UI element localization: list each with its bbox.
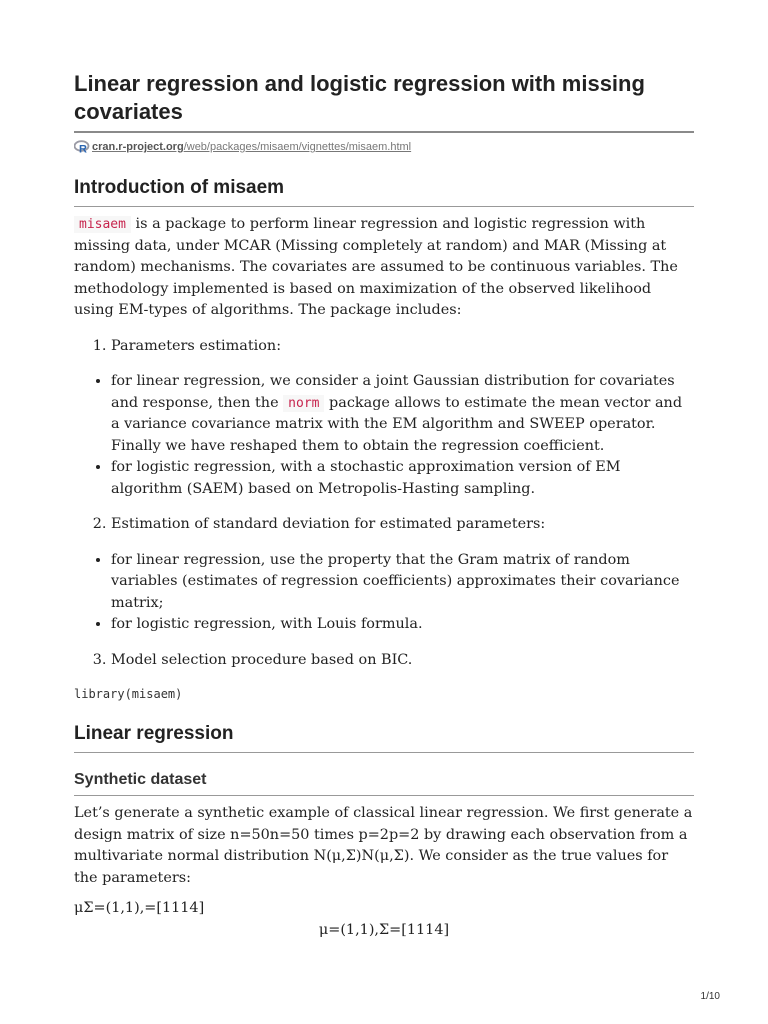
misaem-code: misaem — [74, 216, 131, 233]
feature-list-1 — [74, 336, 694, 358]
norm-code: norm — [283, 395, 324, 412]
bullet-list-2 — [74, 550, 694, 636]
bullet-logistic-estimation: • for logistic regression, with a stochastic approximation version of EM algorithm (SAEM) based on Metropolis-Hasting sampling. — [111, 457, 694, 500]
list-item-parameters: 1. Parameters estimation: — [111, 336, 694, 358]
feature-list-3 — [74, 650, 694, 672]
document-page — [74, 70, 694, 941]
bullet-list-1 — [74, 371, 694, 500]
source-path: /web/packages/misaem/vignettes/misaem.html — [183, 141, 412, 153]
synthetic-paragraph: Let’s generate a synthetic example of classical linear regression. We first generate a design matrix of size n=50n=50 times p=2p=2 by drawing each observation from a multivariate normal distribution N(μ,Σ)N(μ,Σ). We consider as the true values for the parameters: — [74, 805, 693, 886]
source-domain: cran.r-project.org — [92, 141, 184, 153]
title-divider — [74, 131, 694, 133]
bullet-logistic-std: • for logistic regression, with Louis formula. — [111, 614, 694, 636]
intro-paragraph — [74, 214, 694, 322]
intro-text: is a package to perform linear regression and logistic regression with missing data, under MCAR (Missing completely at random) and MAR (Missing at random) mechanisms. The covariates are assumed to be continuous variables. The methodology implemented is based on maximization of the observed likelihood using EM-types of algorithms. The package includes: — [74, 216, 678, 318]
page-number: 1/10 — [700, 991, 720, 1002]
list-item-std: 2. Estimation of standard deviation for estimated parameters: — [111, 514, 694, 536]
page-title: Linear regression and logistic regression with missing covariates — [74, 71, 645, 124]
bullet-text: for linear regression, we consider a joint Gaussian distribution for covariates and response, then the — [111, 373, 675, 411]
linear-heading: Linear regression — [74, 723, 694, 753]
bullet-text: package allows to estimate the mean vector and a variance covariance matrix with the EM algorithm and SWEEP operator. Finally we have reshaped them to obtain the regression coefficient. — [111, 394, 683, 454]
r-logo-letter: R — [79, 143, 87, 154]
formula-inline: μΣ=(1,1),=[1114] — [74, 900, 205, 916]
bullet-linear-estimation — [111, 371, 694, 457]
formula-display: μ=(1,1),Σ=[1114] — [318, 921, 450, 938]
intro-heading: Introduction of misaem — [74, 177, 694, 207]
code-block: library(misaem) — [74, 687, 183, 701]
list-item-model-selection: 3. Model selection procedure based on BIC. — [111, 650, 694, 672]
feature-list-2 — [74, 514, 694, 536]
synthetic-subheading: Synthetic dataset — [74, 771, 694, 796]
r-logo-icon — [74, 140, 90, 154]
source-line — [74, 139, 694, 155]
bullet-linear-std: • for linear regression, use the property that the Gram matrix of random variables (estimates of regression coefficients) approximates their covariance matrix; — [111, 550, 694, 615]
source-link[interactable] — [92, 141, 411, 153]
